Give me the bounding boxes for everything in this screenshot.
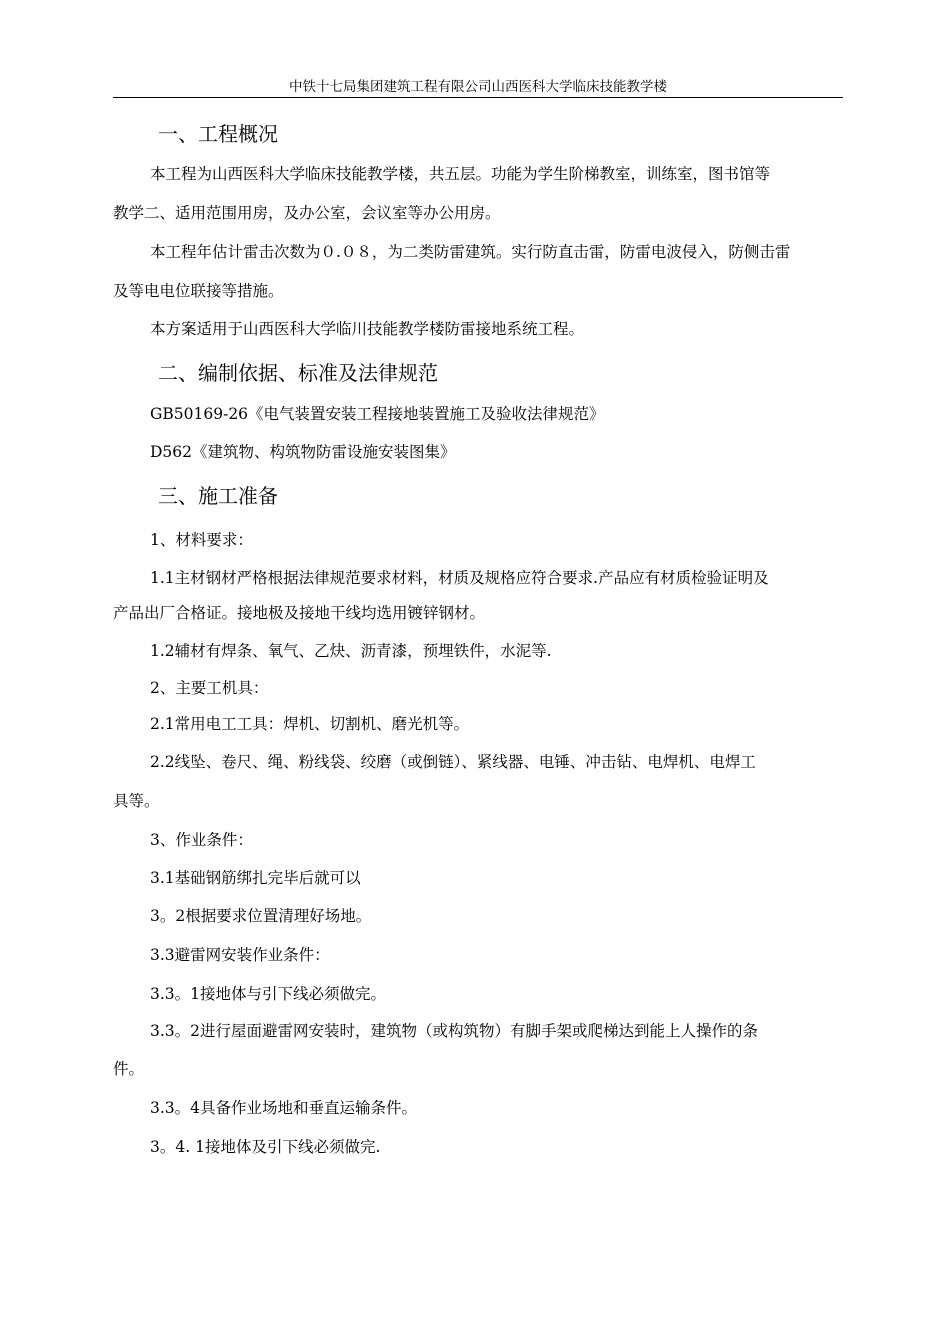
paragraph-line: 本工程为山西医科大学临床技能教学楼，共五层。功能为学生阶梯教室，训练室，图书馆等	[150, 165, 771, 183]
subsection-title: 3、作业条件：	[150, 831, 253, 849]
paragraph-line: 3.3。1接地体与引下线必须做完。	[150, 985, 387, 1003]
paragraph-line: 产品出厂合格证。接地极及接地干线均选用镀锌钢材。	[113, 604, 486, 622]
paragraph-line: 1.2辅材有焊条、氧气、乙炔、沥青漆，预埋铁件，水泥等.	[150, 642, 552, 660]
paragraph-line: 1.1主材钢材严格根据法律规范要求材料，材质及规格应符合要求.产品应有材质检验证明及	[150, 569, 769, 587]
paragraph-line: 教学二、适用范围用房，及办公室，会议室等办公用房。	[113, 204, 501, 222]
section-1-title: 一、工程概况	[158, 122, 278, 146]
subsection-title: 2、主要工机具：	[150, 679, 269, 697]
paragraph-line: 本工程年估计雷击次数为０.０８，为二类防雷建筑。实行防直击雷，防雷电波侵入，防侧击雷	[150, 243, 791, 261]
paragraph-line: 3。4. 1接地体及引下线必须做完.	[150, 1138, 381, 1156]
paragraph-line: 2.1常用电工工具：焊机、切割机、磨光机等。	[150, 715, 470, 733]
paragraph-line: 具等。	[113, 792, 160, 810]
paragraph-line: 3.3。2进行屋面避雷网安装时，建筑物（或构筑物）有脚手架或爬梯达到能上人操作的条	[150, 1022, 759, 1040]
paragraph-line: 3.3避雷网安装作业条件：	[150, 946, 330, 964]
reference-item: GB50169-26《电气装置安装工程接地装置施工及验收法律规范》	[150, 405, 605, 423]
paragraph-line: 3。2根据要求位置清理好场地。	[150, 907, 372, 925]
reference-item: D562《建筑物、构筑物防雷设施安装图集》	[150, 443, 456, 461]
subsection-title: 1、材料要求：	[150, 531, 253, 549]
section-3-title: 三、施工准备	[158, 484, 278, 508]
page-header: 中铁十七局集团建筑工程有限公司山西医科大学临床技能教学楼	[289, 79, 667, 95]
header-divider	[113, 97, 843, 98]
paragraph-line: 3.1基础钢筋绑扎完毕后就可以	[150, 869, 361, 887]
paragraph-line: 件。	[113, 1060, 145, 1078]
paragraph-line: 本方案适用于山西医科大学临川技能教学楼防雷接地系统工程。	[150, 320, 585, 338]
paragraph-line: 及等电电位联接等措施。	[113, 282, 284, 300]
section-2-title: 二、编制依据、标准及法律规范	[158, 361, 438, 385]
paragraph-line: 3.3。4具备作业场地和垂直运输条件。	[150, 1099, 418, 1117]
paragraph-line: 2.2线坠、卷尺、绳、粉线袋、绞磨（或倒链）、紧线器、电锤、冲击钻、电焊机、电焊工	[150, 753, 756, 771]
